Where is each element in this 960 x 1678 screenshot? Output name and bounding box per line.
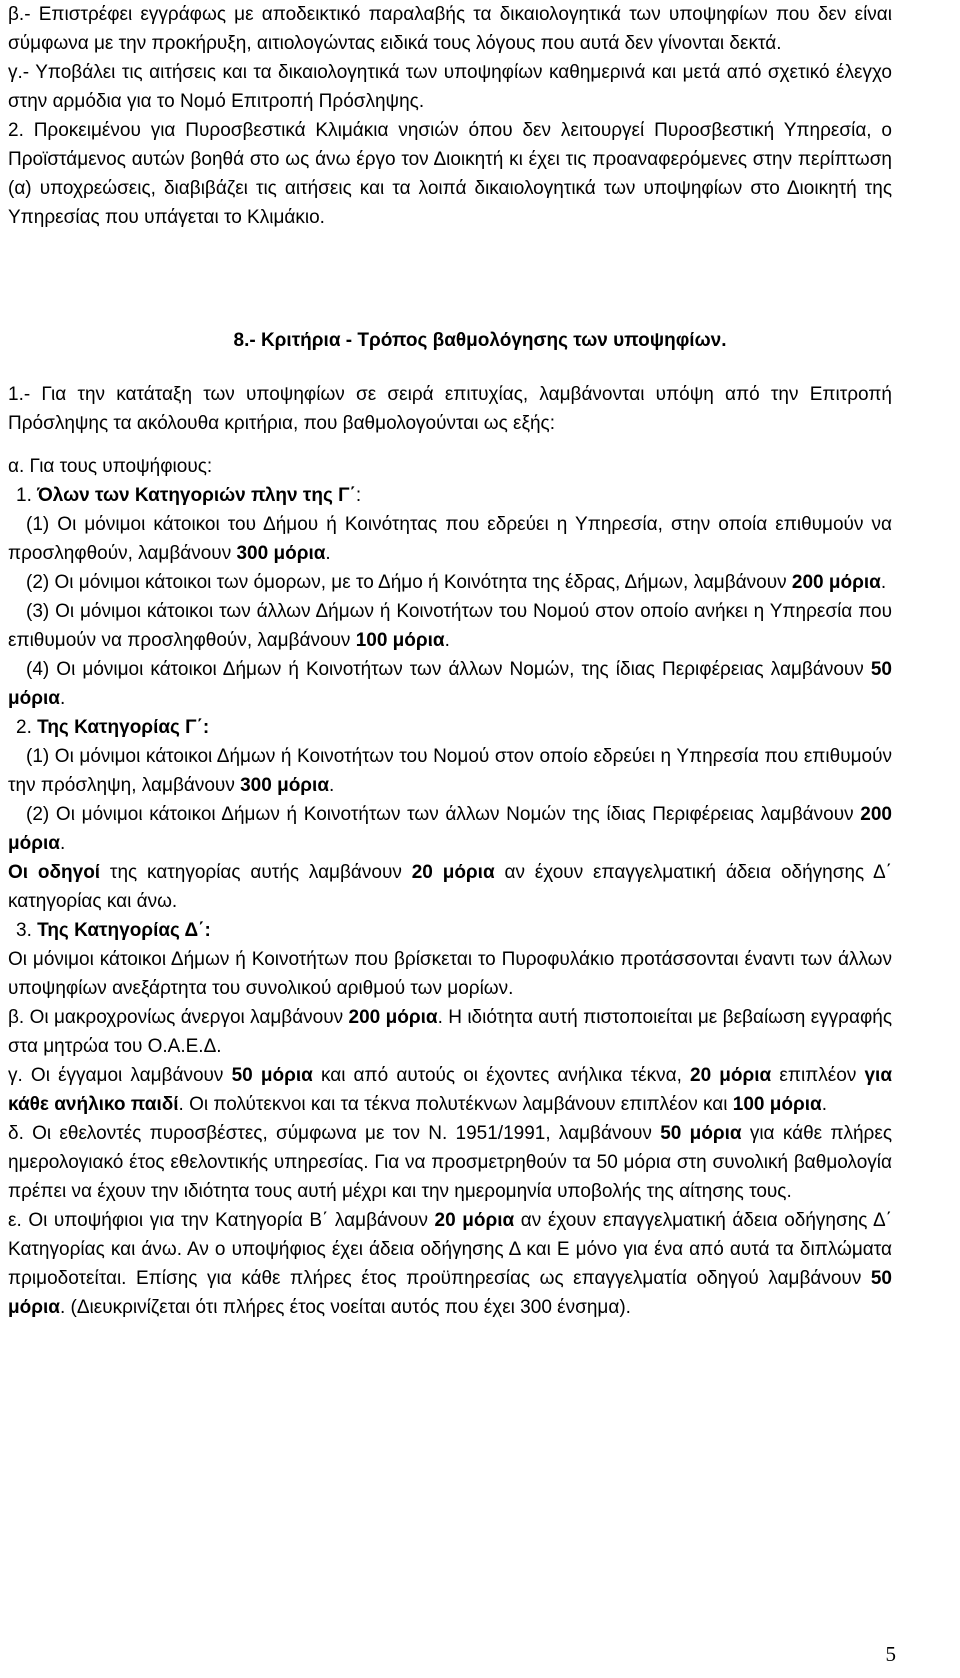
cat1-item-4: (4) Οι μόνιμοι κάτοικοι Δήμων ή Κοινοτήτων των άλλων Νομών, της ίδιας Περιφέρειας λαμβάνουν 50 μόρια. [8, 659, 892, 709]
item-beta: β. Οι μακροχρονίως άνεργοι λαμβάνουν 200 μόρια. Η ιδιότητα αυτή πιστοποιείται με βεβαίωση εγγραφής στα μητρώα του Ο.Α.Ε.Δ. [8, 1007, 892, 1057]
top-paragraphs [8, 0, 892, 232]
category-1-name: Όλων των Κατηγοριών πλην της Γ΄ [37, 485, 356, 506]
category-2-name: Της Κατηγορίας Γ΄: [37, 717, 210, 738]
cat2-item-1: (1) Οι μόνιμοι κάτοικοι Δήμων ή Κοινοτήτων του Νομού στον οποίο εδρεύει η Υπηρεσία που επιθυμούν την πρόσληψη, λαμβάνουν 300 μόρια. [8, 746, 892, 796]
category-3-name: Της Κατηγορίας Δ΄: [37, 920, 211, 941]
category-2-title: 2. Της Κατηγορίας Γ΄: [16, 717, 210, 738]
cat2-drivers: Οι οδηγοί της κατηγορίας αυτής λαμβάνουν 20 μόρια αν έχουν επαγγελματική άδεια οδήγησης Δ΄ κατηγορίας και άνω. [8, 862, 892, 912]
category-3-title: 3. Της Κατηγορίας Δ΄: [16, 920, 211, 941]
category-1-title: 1. Όλων των Κατηγοριών πλην της Γ΄: [16, 485, 362, 506]
item-epsilon: ε. Οι υποψήφιοι για την Κατηγορία Β΄ λαμβάνουν 20 μόρια αν έχουν επαγγελματική άδεια οδήγησης Δ΄ Κατηγορίας και άνω. Αν ο υποψήφιος έχει άδεια οδήγησης Δ και Ε μόνο για ένα από αυτά τα διπλώματα πριμοδοτείται. Επίσης για κάθε πλήρες έτος προϋπηρεσίας ως επαγγελματία οδηγού λαμβάνουν 50 μόρια. (Διευκρινίζεται ότι πλήρες έτος νοείται αυτός που έχει 300 ένσημα). [8, 1210, 892, 1318]
item-gamma: γ. Οι έγγαμοι λαμβάνουν 50 μόρια και από αυτούς οι έχοντες ανήλικα τέκνα, 20 μόρια επιπλέον για κάθε ανήλικο παιδί. Οι πολύτεκνοι και τα τέκνα πολυτέκνων λαμβάνουν επιπλέον και 100 μόρια. [8, 1065, 892, 1115]
paragraph-2: 2. Προκειμένου για Πυροσβεστικά Κλιμάκια νησιών όπου δεν λειτουργεί Πυροσβεστική Υπηρεσία, ο Προϊστάμενος αυτών βοηθά στο ως άνω έργο τον Διοικητή κι έχει τις προαναφερόμενες στην περίπτωση (α) υποχρεώσεις, διαβιβάζει τις αιτήσεις και τα λοιπά δικαιολογητικά των υποψηφίων στο Διοικητή της Υπηρεσίας που υπάγεται το Κλιμάκιο. [8, 120, 892, 228]
criteria-body [8, 380, 892, 1322]
cat2-item-2: (2) Οι μόνιμοι κάτοικοι Δήμων ή Κοινοτήτων των άλλων Νομών της ίδιας Περιφέρειας λαμβάνουν 200 μόρια. [8, 804, 892, 854]
cat1-item-1: (1) Οι μόνιμοι κάτοικοι του Δήμου ή Κοινότητας που εδρεύει η Υπηρεσία, στην οποία επιθυμούν να προσληφθούν, λαμβάνουν 300 μόρια. [8, 514, 892, 564]
cat3-text: Οι μόνιμοι κάτοικοι Δήμων ή Κοινοτήτων που βρίσκεται το Πυροφυλάκιο προτάσσονται έναντι των άλλων υποψηφίων ανεξάρτητα του συνολικού αριθμού των μορίων. [8, 949, 892, 999]
cat1-item-3: (3) Οι μόνιμοι κάτοικοι των άλλων Δήμων ή Κοινοτήτων του Νομού στον οποίο ανήκει η Υπηρεσία που επιθυμούν να προσληφθούν, λαμβάνουν 100 μόρια. [8, 601, 892, 651]
paragraph-gamma: γ.- Υποβάλει τις αιτήσεις και τα δικαιολογητικά των υποψηφίων καθημερινά και μετά από σχετικό έλεγχο στην αρμόδια για το Νομό Επιτροπή Πρόσληψης. [8, 62, 892, 112]
cat1-item-2: (2) Οι μόνιμοι κάτοικοι των όμορων, με το Δήμο ή Κοινότητα της έδρας, Δήμων, λαμβάνουν 200 μόρια. [26, 572, 887, 593]
candidates-label: α. Για τους υποψήφιους: [8, 456, 213, 477]
criteria-intro: 1.- Για την κατάταξη των υποψηφίων σε σειρά επιτυχίας, λαμβάνονται υπόψη από την Επιτροπή Πρόσληψης τα ακόλουθα κριτήρια, που βαθμολογούνται ως εξής: [8, 384, 892, 434]
item-delta: δ. Οι εθελοντές πυροσβέστες, σύμφωνα με τον Ν. 1951/1991, λαμβάνουν 50 μόρια για κάθε πλήρες ημερολογιακό έτος εθελοντικής υπηρεσίας. Για να προσμετρηθούν τα 50 μόρια στη συνολική βαθμολογία πρέπει να έχουν την ιδιότητα τους αυτή μέχρι και την ημερομηνία υποβολής της αίτησης τους. [8, 1123, 892, 1202]
page-number: 5 [885, 1642, 896, 1666]
section-heading: 8.- Κριτήρια - Τρόπος βαθμολόγησης των υποψηφίων. [233, 330, 727, 351]
paragraph-beta: β.- Επιστρέφει εγγράφως με αποδεικτικό παραλαβής τα δικαιολογητικά των υποψηφίων που δεν είναι σύμφωνα με την προκήρυξη, αιτιολογώντας ειδικά τους λόγους που αυτά δεν γίνονται δεκτά. [8, 4, 892, 54]
